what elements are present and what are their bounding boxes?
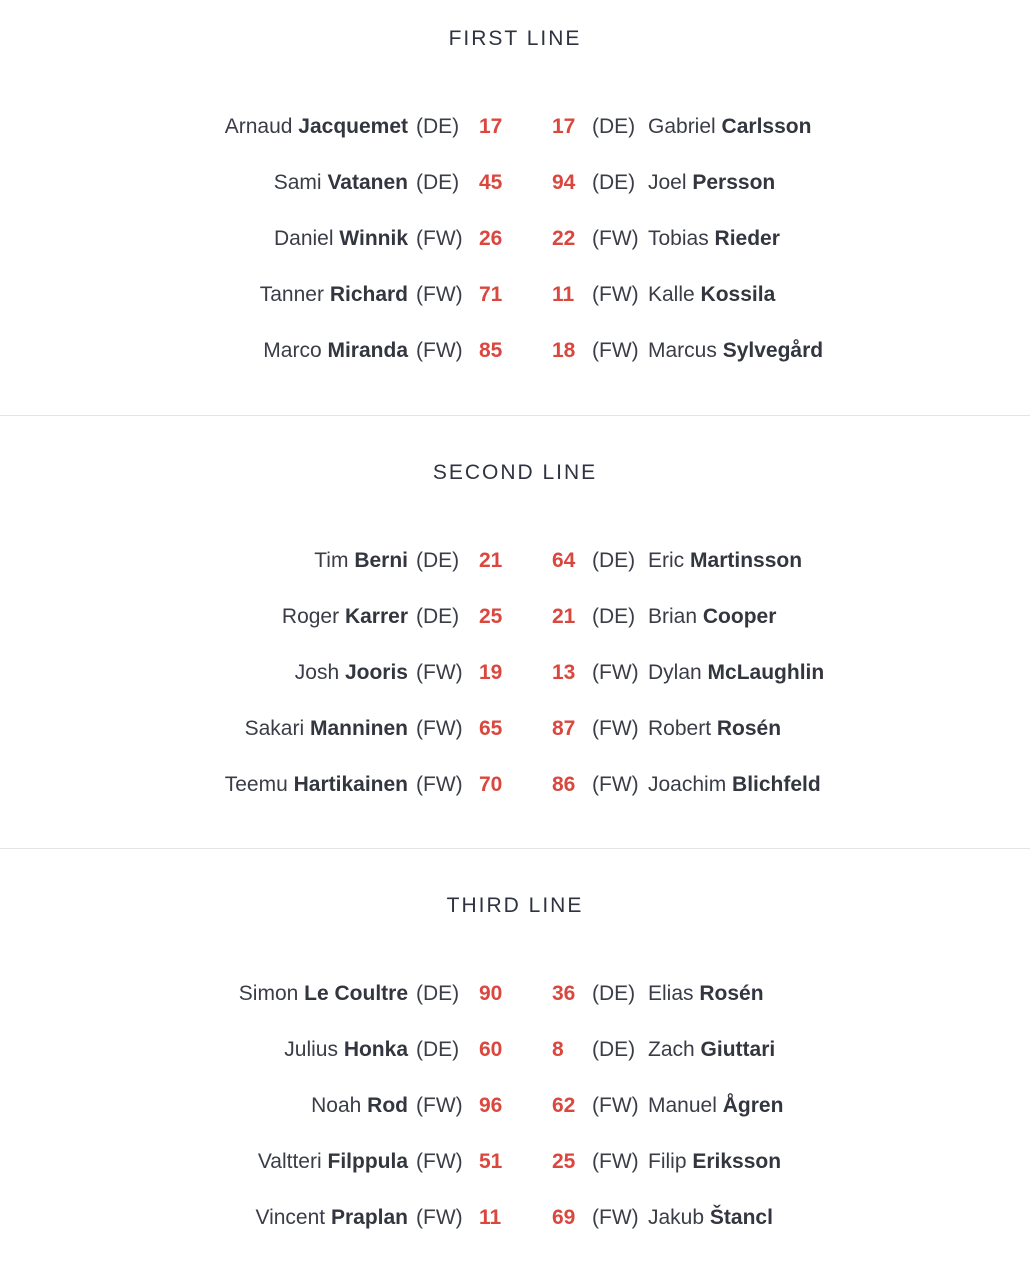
player-rows: [0, 966, 1030, 1246]
home-player-number: 65: [479, 717, 503, 740]
away-player-last-name: Carlsson: [721, 115, 812, 138]
away-player-position: (DE): [592, 982, 636, 1005]
home-player-last-name: Richard: [329, 283, 408, 306]
home-player-name: [263, 323, 408, 379]
home-player-last-name: Manninen: [310, 717, 408, 740]
home-player-name: [314, 533, 408, 589]
away-player-last-name: McLaughlin: [707, 661, 825, 684]
away-player-first-name: Manuel: [648, 1094, 717, 1117]
home-player-number: 60: [479, 1038, 503, 1061]
away-player-last-name: Persson: [692, 171, 776, 194]
home-player-position: (FW): [416, 339, 463, 362]
home-player-first-name: Noah: [311, 1094, 362, 1117]
away-player-last-name: Sylvegård: [722, 339, 824, 362]
away-player-number: 64: [552, 549, 576, 572]
away-player-position: (DE): [592, 171, 636, 194]
away-player-first-name: Zach: [648, 1038, 695, 1061]
home-player-position: (FW): [416, 1206, 463, 1229]
home-player-name: [225, 99, 408, 155]
home-player-last-name: Le Coultre: [304, 982, 408, 1005]
home-player-name: [274, 211, 408, 267]
away-player-number: 25: [552, 1150, 576, 1173]
home-player-position: (DE): [416, 605, 460, 628]
home-player-number: 26: [479, 227, 503, 250]
away-player-name: [648, 645, 824, 701]
home-player-first-name: Sakari: [244, 717, 305, 740]
away-player-position: (FW): [592, 661, 639, 684]
away-player-first-name: Dylan: [648, 661, 702, 684]
away-player-first-name: Filip: [648, 1150, 687, 1173]
home-player-first-name: Teemu: [224, 773, 288, 796]
home-player-last-name: Karrer: [344, 605, 408, 628]
home-player-last-name: Jacquemet: [298, 115, 408, 138]
away-player-position: (FW): [592, 773, 639, 796]
home-player-last-name: Winnik: [339, 227, 408, 250]
home-player-first-name: Arnaud: [224, 115, 293, 138]
home-player-name: [311, 1078, 408, 1134]
line-section: [0, 0, 1030, 415]
away-player-position: (DE): [592, 549, 636, 572]
home-player-first-name: Sami: [273, 171, 322, 194]
home-player-number: 51: [479, 1150, 503, 1173]
home-player-first-name: Tanner: [259, 283, 324, 306]
home-player-position: (FW): [416, 717, 463, 740]
home-player-first-name: Simon: [238, 982, 299, 1005]
away-player-position: (FW): [592, 283, 639, 306]
line-title: FIRST LINE: [448, 27, 582, 50]
player-rows: [0, 99, 1030, 379]
home-player-number: 71: [479, 283, 503, 306]
away-player-position: (DE): [592, 1038, 636, 1061]
away-player-first-name: Robert: [648, 717, 712, 740]
away-player-name: [648, 155, 775, 211]
home-player-name: [274, 155, 408, 211]
away-player-position: (FW): [592, 227, 639, 250]
away-player-name: [648, 757, 821, 813]
away-player-last-name: Rieder: [714, 227, 780, 250]
away-player-last-name: Rosén: [716, 717, 782, 740]
away-player-position: (FW): [592, 1206, 639, 1229]
home-player-last-name: Hartikainen: [293, 773, 408, 796]
away-player-name: [648, 211, 780, 267]
player-rows: [0, 533, 1030, 813]
home-player-number: 90: [479, 982, 503, 1005]
home-player-first-name: Vincent: [255, 1206, 326, 1229]
away-player-first-name: Tobias: [648, 227, 709, 250]
away-player-name: [648, 267, 775, 323]
away-player-last-name: Giuttari: [700, 1038, 776, 1061]
away-player-number: 62: [552, 1094, 576, 1117]
home-player-name: [225, 757, 408, 813]
home-player-name: [239, 966, 408, 1022]
away-player-name: [648, 701, 781, 757]
home-player-number: 25: [479, 605, 503, 628]
home-player-first-name: Daniel: [273, 227, 334, 250]
away-player-first-name: Eric: [648, 549, 685, 572]
player-row: [0, 589, 1030, 645]
player-row: [0, 267, 1030, 323]
away-player-number: 36: [552, 982, 576, 1005]
home-player-position: (FW): [416, 661, 463, 684]
home-player-number: 19: [479, 661, 503, 684]
away-player-number: 22: [552, 227, 576, 250]
player-row: [0, 211, 1030, 267]
away-player-last-name: Martinsson: [690, 549, 803, 572]
line-section: [0, 415, 1030, 848]
away-player-number: 69: [552, 1206, 576, 1229]
away-player-name: [648, 323, 823, 379]
home-player-position: (DE): [416, 171, 460, 194]
away-player-number: 87: [552, 717, 576, 740]
away-player-first-name: Gabriel: [648, 115, 716, 138]
home-player-position: (FW): [416, 283, 463, 306]
home-player-last-name: Miranda: [327, 339, 408, 362]
away-player-number: 86: [552, 773, 576, 796]
away-player-position: (DE): [592, 605, 636, 628]
away-player-last-name: Cooper: [702, 605, 777, 628]
away-player-first-name: Kalle: [648, 283, 695, 306]
line-section: [0, 848, 1030, 1266]
home-player-number: 11: [479, 1206, 502, 1229]
home-player-position: (FW): [416, 1094, 463, 1117]
home-player-position: (DE): [416, 982, 460, 1005]
away-player-first-name: Brian: [648, 605, 698, 628]
away-player-name: [648, 99, 811, 155]
home-player-first-name: Julius: [284, 1038, 338, 1061]
home-player-first-name: Valtteri: [257, 1150, 322, 1173]
away-player-last-name: Štancl: [709, 1206, 773, 1229]
away-player-name: [648, 1190, 773, 1246]
home-player-name: [282, 589, 408, 645]
away-player-number: 13: [552, 661, 576, 684]
away-player-position: (FW): [592, 1150, 639, 1173]
home-player-first-name: Roger: [281, 605, 340, 628]
home-player-name: [258, 1134, 408, 1190]
away-player-name: [648, 1022, 775, 1078]
home-player-last-name: Rod: [367, 1094, 408, 1117]
away-player-number: 18: [552, 339, 576, 362]
player-row: [0, 99, 1030, 155]
home-player-last-name: Filppula: [327, 1150, 408, 1173]
away-player-position: (DE): [592, 115, 636, 138]
away-player-number: 21: [552, 605, 576, 628]
home-player-last-name: Honka: [343, 1038, 408, 1061]
home-player-name: [284, 1022, 408, 1078]
player-row: [0, 155, 1030, 211]
home-player-last-name: Berni: [354, 549, 408, 572]
away-player-last-name: Rosén: [699, 982, 764, 1005]
away-player-last-name: Blichfeld: [732, 773, 821, 796]
away-player-first-name: Elias: [648, 982, 694, 1005]
away-player-number: 94: [552, 171, 576, 194]
player-row: [0, 701, 1030, 757]
away-player-name: [648, 589, 776, 645]
home-player-number: 45: [479, 171, 503, 194]
away-player-first-name: Marcus: [648, 339, 717, 362]
away-player-position: (FW): [592, 717, 639, 740]
player-row: [0, 1022, 1030, 1078]
away-player-position: (FW): [592, 339, 639, 362]
away-player-last-name: Ågren: [722, 1094, 784, 1117]
away-player-number: 11: [552, 283, 575, 306]
player-row: [0, 645, 1030, 701]
home-player-number: 96: [479, 1094, 503, 1117]
home-player-position: (FW): [416, 773, 463, 796]
home-player-name: [295, 645, 408, 701]
away-player-number: 17: [552, 115, 576, 138]
home-player-last-name: Vatanen: [327, 171, 408, 194]
away-player-name: [648, 966, 764, 1022]
away-player-first-name: Jakub: [648, 1206, 705, 1229]
player-row: [0, 1134, 1030, 1190]
home-player-number: 70: [479, 773, 503, 796]
away-player-last-name: Kossila: [700, 283, 776, 306]
away-player-last-name: Eriksson: [692, 1150, 782, 1173]
away-player-name: [648, 1134, 781, 1190]
home-player-position: (FW): [416, 227, 463, 250]
home-player-number: 85: [479, 339, 503, 362]
home-player-position: (FW): [416, 1150, 463, 1173]
home-player-number: 17: [479, 115, 503, 138]
player-row: [0, 966, 1030, 1022]
away-player-first-name: Joel: [648, 171, 687, 194]
home-player-position: (DE): [416, 115, 460, 138]
home-player-last-name: Jooris: [344, 661, 408, 684]
player-row: [0, 533, 1030, 589]
home-player-position: (DE): [416, 549, 460, 572]
home-player-first-name: Josh: [294, 661, 340, 684]
away-player-position: (FW): [592, 1094, 639, 1117]
home-player-last-name: Praplan: [330, 1206, 408, 1229]
line-title: SECOND LINE: [432, 461, 598, 484]
player-row: [0, 1078, 1030, 1134]
home-player-name: [260, 267, 408, 323]
home-player-first-name: Marco: [263, 339, 322, 362]
away-player-name: [648, 1078, 783, 1134]
home-player-position: (DE): [416, 1038, 460, 1061]
away-player-name: [648, 533, 802, 589]
player-row: [0, 323, 1030, 379]
line-title: THIRD LINE: [446, 894, 584, 917]
home-player-first-name: Tim: [314, 549, 349, 572]
away-player-first-name: Joachim: [648, 773, 727, 796]
away-player-number: 8: [552, 1038, 564, 1061]
home-player-number: 21: [479, 549, 503, 572]
player-row: [0, 757, 1030, 813]
home-player-name: [255, 1190, 408, 1246]
player-row: [0, 1190, 1030, 1246]
home-player-name: [245, 701, 408, 757]
